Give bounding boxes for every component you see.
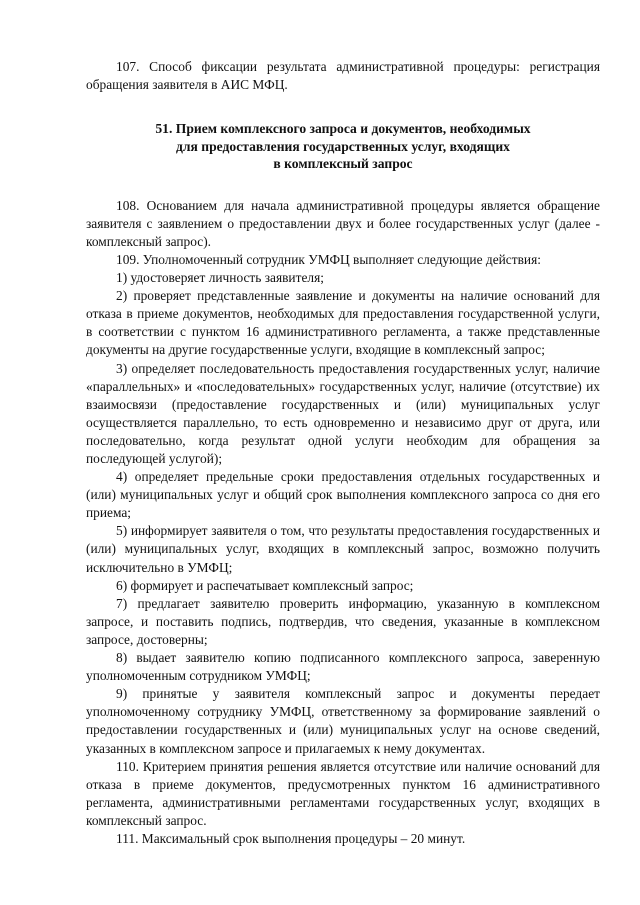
list-item-5: 5) информирует заявителя о том, что результаты предоставления государственных и (или) муниципальных услуг, входящих в комплексный запрос, возможно получить исключительно в УМФЦ; [86, 523, 600, 575]
section-heading-line-3: в комплексный запрос [273, 156, 413, 172]
document-page [86, 58, 600, 848]
list-item-3: 3) определяет последовательность предоставления государственных услуг, наличие «параллельных» и «последовательных» государственных услуг, наличие (отсутствие) их взаимосвязи (предоставление государственных и (или) муниципальных услуг осуществляется параллельно, то есть одновременно и независимо друг от друга, или последовательно, когда результат одной услуги необходим для обращения за последующей услугой); [86, 360, 600, 466]
section-heading-line-2: для предоставления государственных услуг, входящих [176, 138, 510, 154]
paragraph-111: 111. Максимальный срок выполнения процедуры – 20 минут. [116, 830, 466, 846]
paragraph-108: 108. Основанием для начала административной процедуры является обращение заявителя с заявлением о предоставлении двух и более государственных услуг (далее - комплексный запрос). [86, 197, 600, 249]
section-heading-line-1: 51. Прием комплексного запроса и документов, необходимых [155, 121, 531, 137]
list-item-9: 9) принятые у заявителя комплексный запрос и документы передает уполномоченному сотруднику УМФЦ, ответственному за формирование заявлений о предоставлении государственных и (или) муниципальных услуг на основе сведений, указанных в комплексном запросе и прилагаемых к нему документах. [86, 686, 600, 756]
list-item-7: 7) предлагает заявителю проверить информацию, указанную в комплексном запросе, и поставить подпись, подтвердив, что сведения, указанные в комплексном запросе, достоверны; [86, 595, 600, 647]
list-item-8: 8) выдает заявителю копию подписанного комплексного запроса, заверенную уполномоченным сотрудником УМФЦ; [86, 650, 600, 684]
section-heading [86, 120, 600, 173]
list-item-1: 1) удостоверяет личность заявителя; [116, 270, 324, 286]
list-item-4: 4) определяет предельные сроки предоставления отдельных государственных и (или) муниципальных услуг и общий срок выполнения комплексного запроса со дня его приема; [86, 469, 600, 521]
list-item-6: 6) формирует и распечатывает комплексный запрос; [116, 577, 414, 593]
paragraph-107: 107. Способ фиксации результата административной процедуры: регистрация обращения заявителя в АИС МФЦ. [86, 59, 600, 93]
paragraph-110: 110. Критерием принятия решения является отсутствие или наличие оснований для отказа в приеме документов, предусмотренных пунктом 16 административного регламента, административными регламентами государственных услуг, входящих в комплексный запрос. [86, 758, 600, 828]
paragraph-109: 109. Уполномоченный сотрудник УМФЦ выполняет следующие действия: [116, 251, 541, 267]
list-item-2: 2) проверяет представленные заявление и документы на наличие оснований для отказа в приеме документов, необходимых для предоставления государственной услуги, в соответствии с пунктом 16 административного регламента, а также представленные документы на другие государственные услуги, входящие в комплексный запрос; [86, 288, 600, 358]
